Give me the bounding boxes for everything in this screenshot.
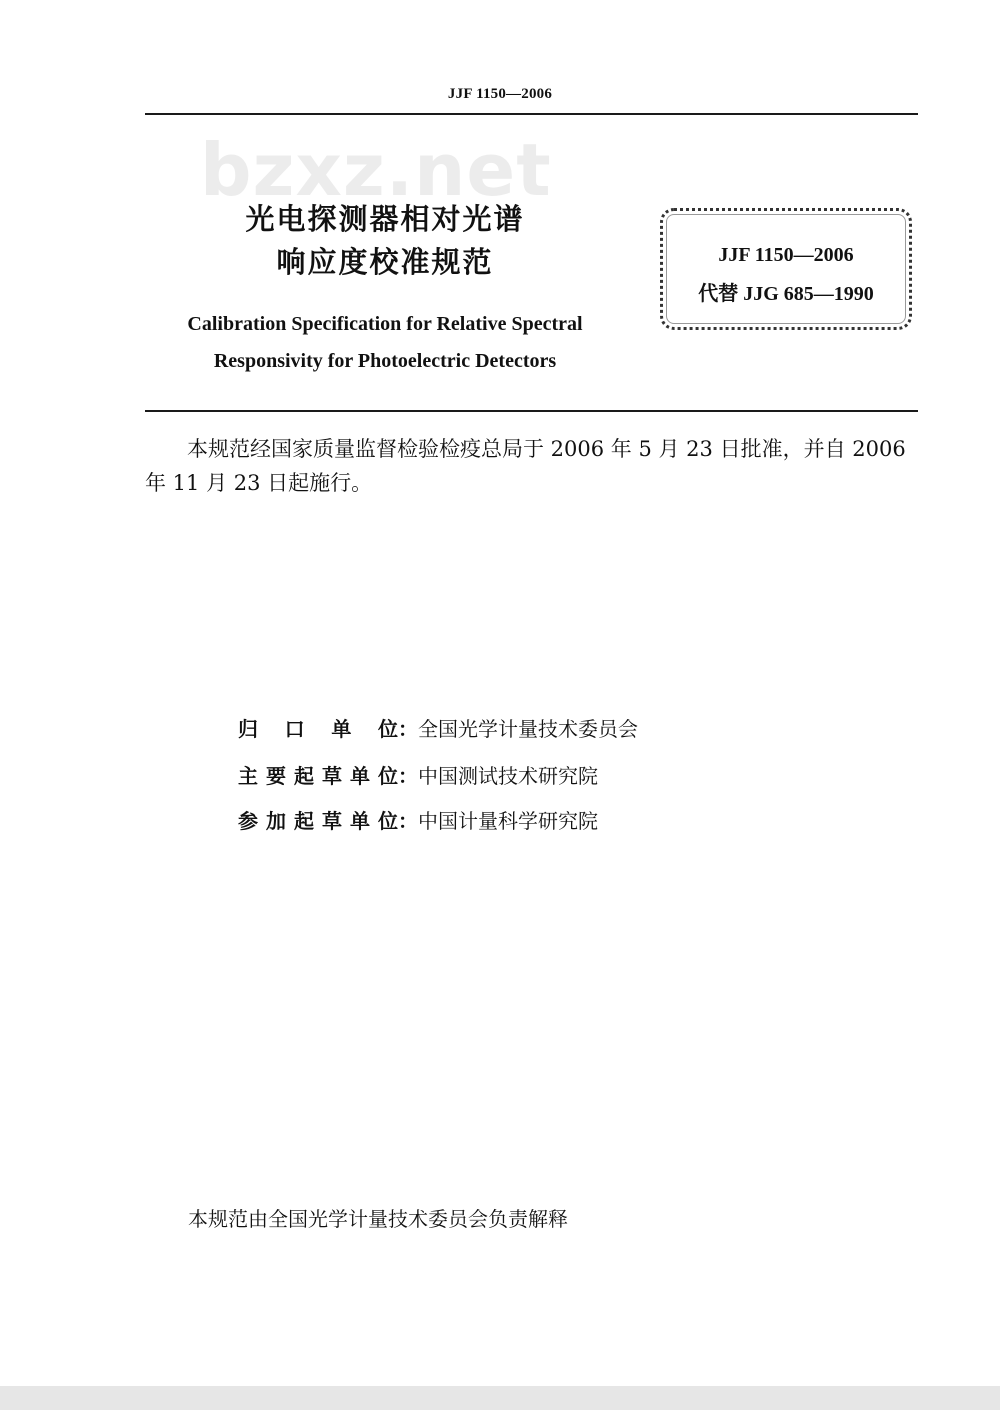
replaces-code: 代替 JJG 685—1990 [698,283,874,305]
org-value-participant: 中国计量科学研究院 [418,809,598,833]
header-standard-code: JJF 1150—2006 [447,86,553,102]
interpretation-note: 本规范由全国光学计量技术委员会负责解释 [188,1207,568,1231]
org-row-responsible [238,713,638,742]
approval-statement: 本规范经国家质量监督检验检疫总局于 2006 年 5 月 23 日批准，并自 2006 年 11 月 23 日起施行。 [145,437,906,495]
title-chinese-line-1: 光电探测器相对光谱 [245,202,525,236]
org-row-drafter [238,760,598,789]
title-english-line-2: Responsivity for Photoelectric Detectors [213,350,557,372]
standard-code: JJF 1150—2006 [718,244,854,266]
header-rule [145,113,918,115]
org-value-responsible: 全国光学计量技术委员会 [418,717,638,741]
watermark: bzxz.net [200,128,552,212]
title-chinese-line-2: 响应度校准规范 [276,245,494,279]
org-colon: ： [398,717,418,741]
section-divider [145,410,918,412]
org-label-responsible: 归口单位 [238,717,398,741]
org-colon: ： [398,809,418,833]
org-label-participant: 参加起草单位 [238,809,398,833]
org-label-drafter: 主要起草单位 [238,764,398,788]
title-english-line-1: Calibration Specification for Relative Spectral [187,313,583,335]
org-colon: ： [398,764,418,788]
org-row-participant [238,805,598,834]
standard-code-box [660,208,912,330]
page-bottom-edge [0,1386,1000,1410]
org-value-drafter: 中国测试技术研究院 [418,764,598,788]
